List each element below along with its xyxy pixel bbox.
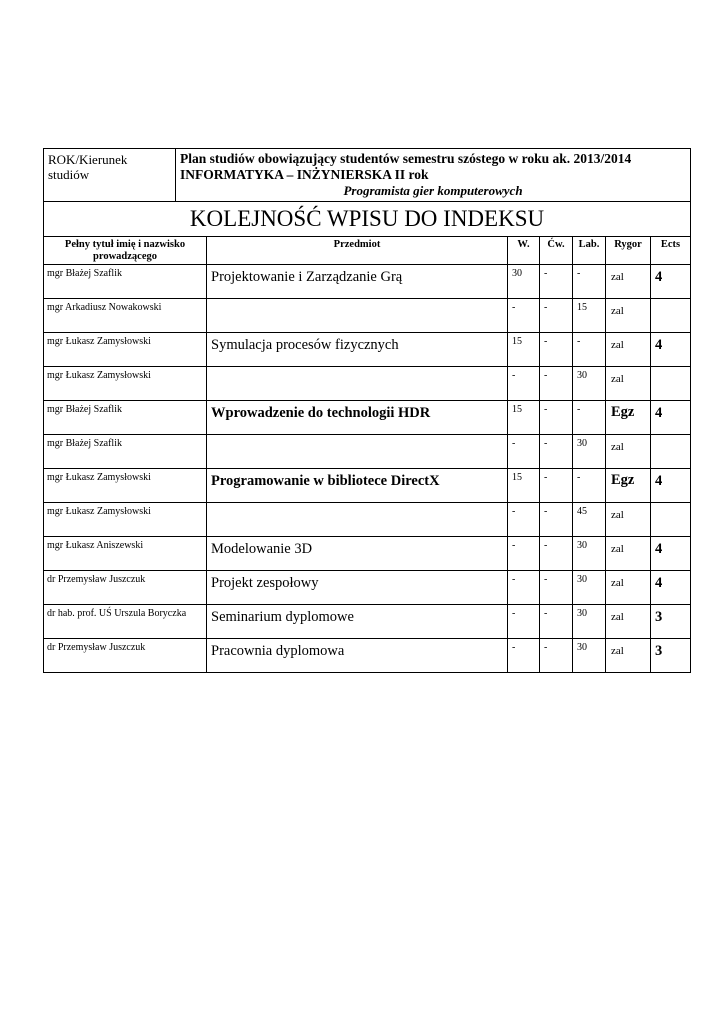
- rygor-cell: zal: [606, 571, 651, 605]
- cw-cell: -: [540, 605, 573, 639]
- lab-cell: 30: [573, 435, 606, 469]
- page-title: KOLEJNOŚĆ WPISU DO INDEKSU: [44, 202, 691, 237]
- lecturer-cell: mgr Łukasz Aniszewski: [44, 537, 207, 571]
- subject-cell: [207, 435, 508, 469]
- col-w: W.: [508, 237, 540, 265]
- cw-cell: -: [540, 571, 573, 605]
- year-field-label: ROK/Kierunek studiów: [44, 149, 176, 202]
- ects-cell: 4: [651, 537, 691, 571]
- ects-cell: [651, 503, 691, 537]
- col-subject: Przedmiot: [207, 237, 508, 265]
- lecturer-cell: mgr Błażej Szaflik: [44, 435, 207, 469]
- table-row: [44, 605, 691, 639]
- grades-table: [43, 201, 691, 673]
- lecturer-cell: dr hab. prof. UŚ Urszula Boryczka: [44, 605, 207, 639]
- cw-cell: -: [540, 537, 573, 571]
- table-row: [44, 537, 691, 571]
- col-lab: Lab.: [573, 237, 606, 265]
- ects-cell: 3: [651, 639, 691, 673]
- lab-cell: -: [573, 333, 606, 367]
- lab-cell: -: [573, 469, 606, 503]
- ects-cell: [651, 299, 691, 333]
- table-row: [44, 435, 691, 469]
- rygor-cell: zal: [606, 299, 651, 333]
- w-cell: 15: [508, 469, 540, 503]
- subject-cell: Seminarium dyplomowe: [207, 605, 508, 639]
- rygor-cell: zal: [606, 503, 651, 537]
- lab-cell: -: [573, 401, 606, 435]
- lecturer-cell: mgr Łukasz Zamysłowski: [44, 333, 207, 367]
- subject-cell: [207, 299, 508, 333]
- rygor-cell: Egz: [606, 469, 651, 503]
- lab-cell: 30: [573, 367, 606, 401]
- col-cw: Ćw.: [540, 237, 573, 265]
- cw-cell: -: [540, 333, 573, 367]
- cw-cell: -: [540, 469, 573, 503]
- subject-cell: Symulacja procesów fizycznych: [207, 333, 508, 367]
- table-row: [44, 367, 691, 401]
- table-row: [44, 401, 691, 435]
- lecturer-cell: dr Przemysław Juszczuk: [44, 571, 207, 605]
- table-row: [44, 571, 691, 605]
- table-row: [44, 265, 691, 299]
- lab-cell: 45: [573, 503, 606, 537]
- lecturer-cell: mgr Arkadiusz Nowakowski: [44, 299, 207, 333]
- lab-cell: 30: [573, 537, 606, 571]
- table-row: [44, 639, 691, 673]
- table-row: [44, 333, 691, 367]
- subject-cell: Projekt zespołowy: [207, 571, 508, 605]
- col-lecturer: Pełny tytuł imię i nazwisko prowadzącego: [44, 237, 207, 265]
- w-cell: 15: [508, 333, 540, 367]
- ects-cell: 4: [651, 401, 691, 435]
- table-row: [44, 469, 691, 503]
- plan-header: [176, 149, 691, 202]
- cw-cell: -: [540, 639, 573, 673]
- subject-cell: [207, 367, 508, 401]
- cw-cell: -: [540, 401, 573, 435]
- lecturer-cell: mgr Łukasz Zamysłowski: [44, 367, 207, 401]
- w-cell: -: [508, 299, 540, 333]
- lecturer-cell: mgr Błażej Szaflik: [44, 265, 207, 299]
- ects-cell: 4: [651, 571, 691, 605]
- lecturer-cell: dr Przemysław Juszczuk: [44, 639, 207, 673]
- cw-cell: -: [540, 503, 573, 537]
- cw-cell: -: [540, 435, 573, 469]
- rygor-cell: zal: [606, 333, 651, 367]
- subject-cell: Projektowanie i Zarządzanie Grą: [207, 265, 508, 299]
- subject-cell: [207, 503, 508, 537]
- rygor-cell: zal: [606, 265, 651, 299]
- cw-cell: -: [540, 265, 573, 299]
- rygor-cell: zal: [606, 435, 651, 469]
- subject-cell: Modelowanie 3D: [207, 537, 508, 571]
- cw-cell: -: [540, 299, 573, 333]
- w-cell: -: [508, 435, 540, 469]
- cw-cell: -: [540, 367, 573, 401]
- subject-cell: Pracownia dyplomowa: [207, 639, 508, 673]
- w-cell: -: [508, 367, 540, 401]
- header-table: [43, 148, 691, 202]
- lab-cell: 30: [573, 605, 606, 639]
- col-rygor: Rygor: [606, 237, 651, 265]
- lab-cell: 30: [573, 639, 606, 673]
- ects-cell: 4: [651, 333, 691, 367]
- ects-cell: [651, 367, 691, 401]
- w-cell: -: [508, 605, 540, 639]
- program-name: INFORMATYKA – INŻYNIERSKA II rok: [180, 167, 429, 182]
- w-cell: 30: [508, 265, 540, 299]
- table-body: [44, 265, 691, 673]
- ects-cell: 4: [651, 469, 691, 503]
- lab-cell: 30: [573, 571, 606, 605]
- col-ects: Ects: [651, 237, 691, 265]
- subject-cell: Programowanie w bibliotece DirectX: [207, 469, 508, 503]
- specialization: Programista gier komputerowych: [343, 183, 523, 198]
- lecturer-cell: mgr Błażej Szaflik: [44, 401, 207, 435]
- plan-title: Plan studiów obowiązujący studentów semestru szóstego w roku ak. 2013/2014: [180, 151, 632, 166]
- lecturer-cell: mgr Łukasz Zamysłowski: [44, 469, 207, 503]
- ects-cell: 4: [651, 265, 691, 299]
- rygor-cell: zal: [606, 367, 651, 401]
- study-plan-document: [43, 148, 690, 673]
- column-header-row: [44, 237, 691, 265]
- w-cell: -: [508, 537, 540, 571]
- rygor-cell: Egz: [606, 401, 651, 435]
- ects-cell: 3: [651, 605, 691, 639]
- w-cell: -: [508, 571, 540, 605]
- w-cell: -: [508, 639, 540, 673]
- w-cell: -: [508, 503, 540, 537]
- ects-cell: [651, 435, 691, 469]
- lab-cell: 15: [573, 299, 606, 333]
- lab-cell: -: [573, 265, 606, 299]
- subject-cell: Wprowadzenie do technologii HDR: [207, 401, 508, 435]
- table-row: [44, 299, 691, 333]
- rygor-cell: zal: [606, 605, 651, 639]
- lecturer-cell: mgr Łukasz Zamysłowski: [44, 503, 207, 537]
- rygor-cell: zal: [606, 639, 651, 673]
- w-cell: 15: [508, 401, 540, 435]
- table-row: [44, 503, 691, 537]
- rygor-cell: zal: [606, 537, 651, 571]
